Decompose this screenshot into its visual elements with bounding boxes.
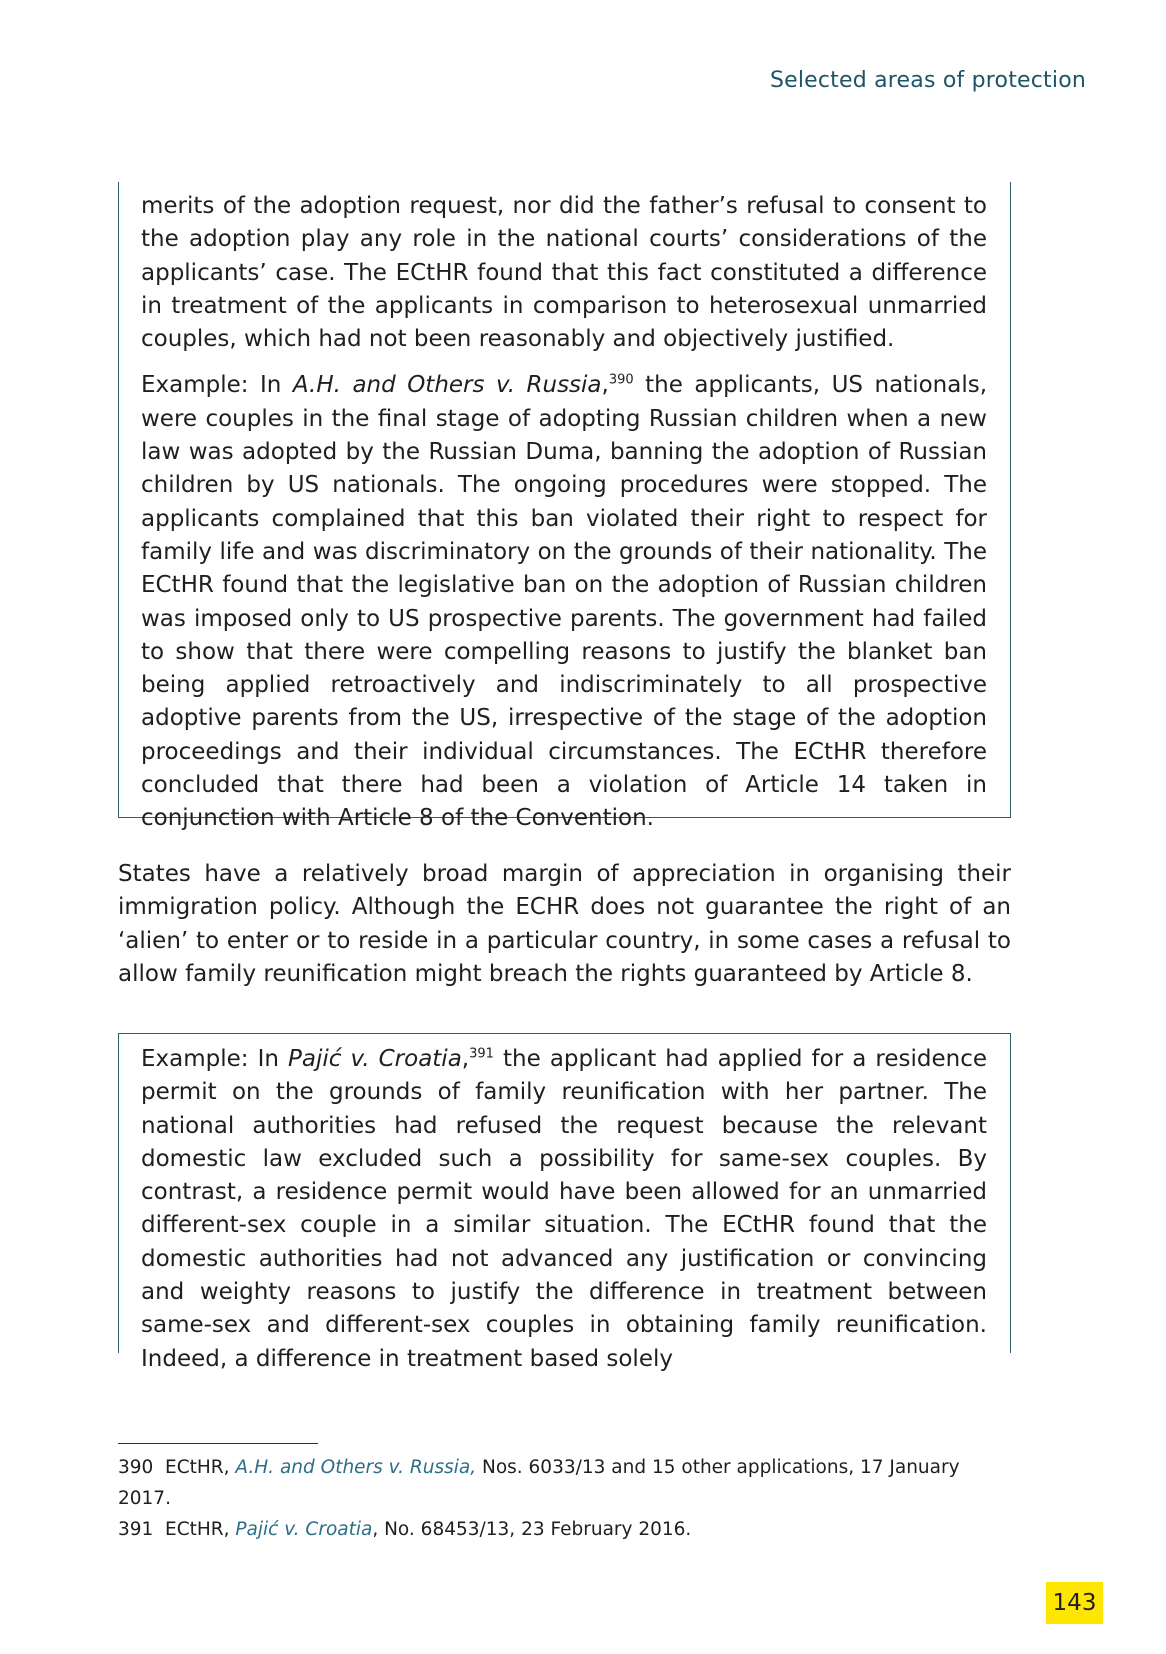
case-link[interactable]: Pajić v. Croatia [235,1519,373,1540]
page-number: 143 [1046,1582,1103,1624]
example-prefix: Example: In [141,372,293,399]
example-box-pajic-croatia [118,1033,1011,1372]
box1-paragraph-2: Example: In A.H. and Others v. Russia,$^{390}$ the applicants, US nationals, were couples in the final stage of adopting Russian children when a new law was adopted by the Russian Duma, banning the adoption of Russian children by US nationals. The ongoing procedures were stopped. The applicants complained that this ban violated their right to respect for family life and was discriminatory on the grounds of their nationality. The ECtHR found that the legislative ban on the adoption of Russian children was imposed only to US prospective parents. The government had failed to show that there were compelling reasons to justify the blanket ban being applied retroactively and indiscriminately to all prospective adoptive parents from the US, irrespective of the stage of the adoption proceedings and their individual circumstances. The ECtHR therefore concluded that there had been a violation of Article 14 taken in conjunction with Article 8 of the Convention. [141,372,988,832]
footnote-ref-390[interactable]: 390 [608,372,634,388]
example-box-ah-russia [118,182,1011,832]
footnote-number: 390 [118,1457,154,1478]
body-paragraph-immigration: States have a relatively broad margin of appreciation in organising their immigration policy. Although the ECHR does not guarantee the right of an ‘alien’ to enter or to reside in a particular country, in some cases a refusal to allow family reunification might breach the rights guaranteed by Article 8. [118,861,1011,987]
case-name: Pajić v. Croatia [288,1046,462,1072]
case-link[interactable]: A.H. and Others v. Russia, [235,1457,477,1478]
footnote-390: 390 ECtHR, A.H. and Others v. Russia, Nos. 6033/13 and 15 other applications, 17 January 2017. [118,1452,1018,1514]
example-prefix: Example: In [141,1046,289,1072]
case-name: A.H. and Others v. Russia [292,372,602,399]
footnote-ref-391[interactable]: 391 [469,1046,494,1062]
footnotes [118,1452,1018,1545]
footnote-number: 391 [118,1519,154,1540]
box2-paragraph-text: the applicant had applied for a residence permit on the grounds of family reunification with her partner. The national authorities had refused the request because the relevant domestic law excluded such a possibility for same-sex couples. By contrast, a residence permit would have been allowed for an unmarried different-sex couple in a similar situation. The ECtHR found that the domestic authorities had not advanced any justification or convincing and weighty reasons to justify the difference in treatment between same-sex and different-sex couples in obtaining family reunification. Indeed, a difference in treatment based solely [141,1046,987,1372]
footnote-divider [118,1443,318,1444]
box1-paragraph-2-text: the applicants, US nationals, were couples in the final stage of adopting Russian children when a new law was adopted by the Russian Duma, banning the adoption of Russian children by US nationals. The ongoing procedures were stopped. The applicants complained that this ban violated their right to respect for family life and was discriminatory on the grounds of their nationality. The ECtHR found that the legislative ban on the adoption of Russian children was imposed only to US prospective parents. The government had failed to show that there were compelling reasons to justify the blanket ban being applied retroactively and indiscriminately to all prospective adoptive parents from the US, irrespective of the stage of the adoption proceedings and their individual circumstances. The ECtHR therefore concluded that there had been a violation of Article 14 taken in conjunction with Article 8 of the Convention. [141,372,988,832]
box2-paragraph: Example: In Pajić v. Croatia,$^{391}$ the applicant had applied for a residence permit on the grounds of family reunification with her partner. The national authorities had refused the request because the relevant domestic law excluded such a possibility for same-sex couples. By contrast, a residence permit would have been allowed for an unmarried different-sex couple in a similar situation. The ECtHR found that the domestic authorities had not advanced any justification or convincing and weighty reasons to justify the difference in treatment between same-sex and different-sex couples in obtaining family reunification. Indeed, a difference in treatment based solely [141,1046,987,1372]
footnote-391: 391 ECtHR, Pajić v. Croatia, No. 68453/13, 23 February 2016. [118,1514,1018,1545]
running-header: Selected areas of protection [769,68,1086,93]
box1-paragraph-1: merits of the adoption request, nor did the father’s refusal to consent to the adoption play any role in the national courts’ considerations of the applicants’ case. The ECtHR found that this fact constituted a difference in treatment of the applicants in comparison to heterosexual unmarried couples, which had not been reasonably and objectively justified. [141,193,987,353]
